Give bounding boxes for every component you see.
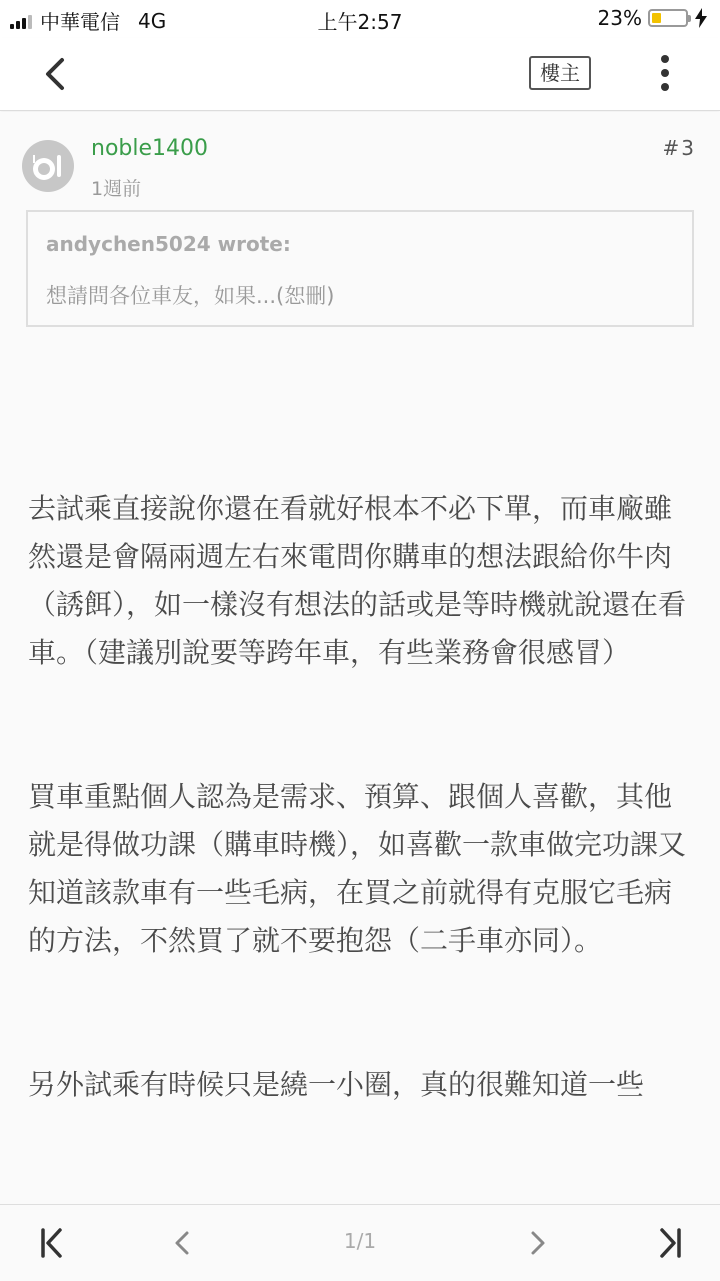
avatar-plate-icon	[22, 140, 74, 192]
status-time: 上午2:57	[317, 10, 403, 34]
carrier-label: 中華電信	[40, 10, 120, 34]
charging-bolt-icon	[694, 8, 708, 28]
quote-block[interactable]	[26, 210, 694, 327]
quote-text: 想請問各位車友，如果...(恕刪)	[46, 284, 335, 308]
post-paragraph: 去試乘直接說你還在看就好根本不必下單，而車廠雖然還是會隔兩週左右來電問你購車的想法跟給你牛肉（誘餌），如一樣沒有想法的話或是等時機就說還在看車。（建議別說要等跨年車，有些業務會很感冒）	[28, 492, 687, 669]
battery-icon	[648, 9, 688, 27]
last-page-icon	[650, 1223, 690, 1263]
post-paragraph: 另外試乘有時候只是繞一小圈，真的很難知道一些	[28, 1068, 645, 1101]
post-author[interactable]: noble1400	[91, 136, 209, 161]
page-indicator: 1/1	[343, 1229, 377, 1253]
status-right	[598, 6, 708, 30]
network-label: 4G	[138, 8, 167, 33]
post-body	[28, 485, 692, 1109]
post-paragraph: 買車重點個人認為是需求、預算、跟個人喜歡，其他就是得做功課（購車時機），如喜歡一款車做完功課又知道該款車有一些毛病，在買之前就得有克服它毛病的方法，不然買了就不要抱怨（二手車亦同）。	[28, 780, 687, 957]
status-bar	[0, 0, 720, 38]
op-filter-button[interactable]: 樓主	[529, 56, 591, 90]
next-page-button[interactable]	[518, 1223, 558, 1263]
last-page-button[interactable]	[650, 1223, 690, 1263]
battery-percent: 23%	[597, 6, 642, 30]
more-menu-button[interactable]	[650, 53, 680, 93]
chevron-left-icon	[36, 54, 76, 94]
more-vertical-icon	[650, 53, 680, 93]
back-button[interactable]	[36, 54, 76, 94]
pagination-bar	[0, 1204, 720, 1281]
quote-author: andychen5024 wrote:	[46, 232, 291, 256]
avatar[interactable]	[22, 140, 74, 192]
post-floor-number[interactable]: #3	[662, 136, 696, 160]
chevron-right-icon	[518, 1223, 558, 1263]
nav-bar	[0, 38, 720, 111]
post-content	[0, 112, 720, 1204]
post-time: 1週前	[91, 178, 142, 200]
